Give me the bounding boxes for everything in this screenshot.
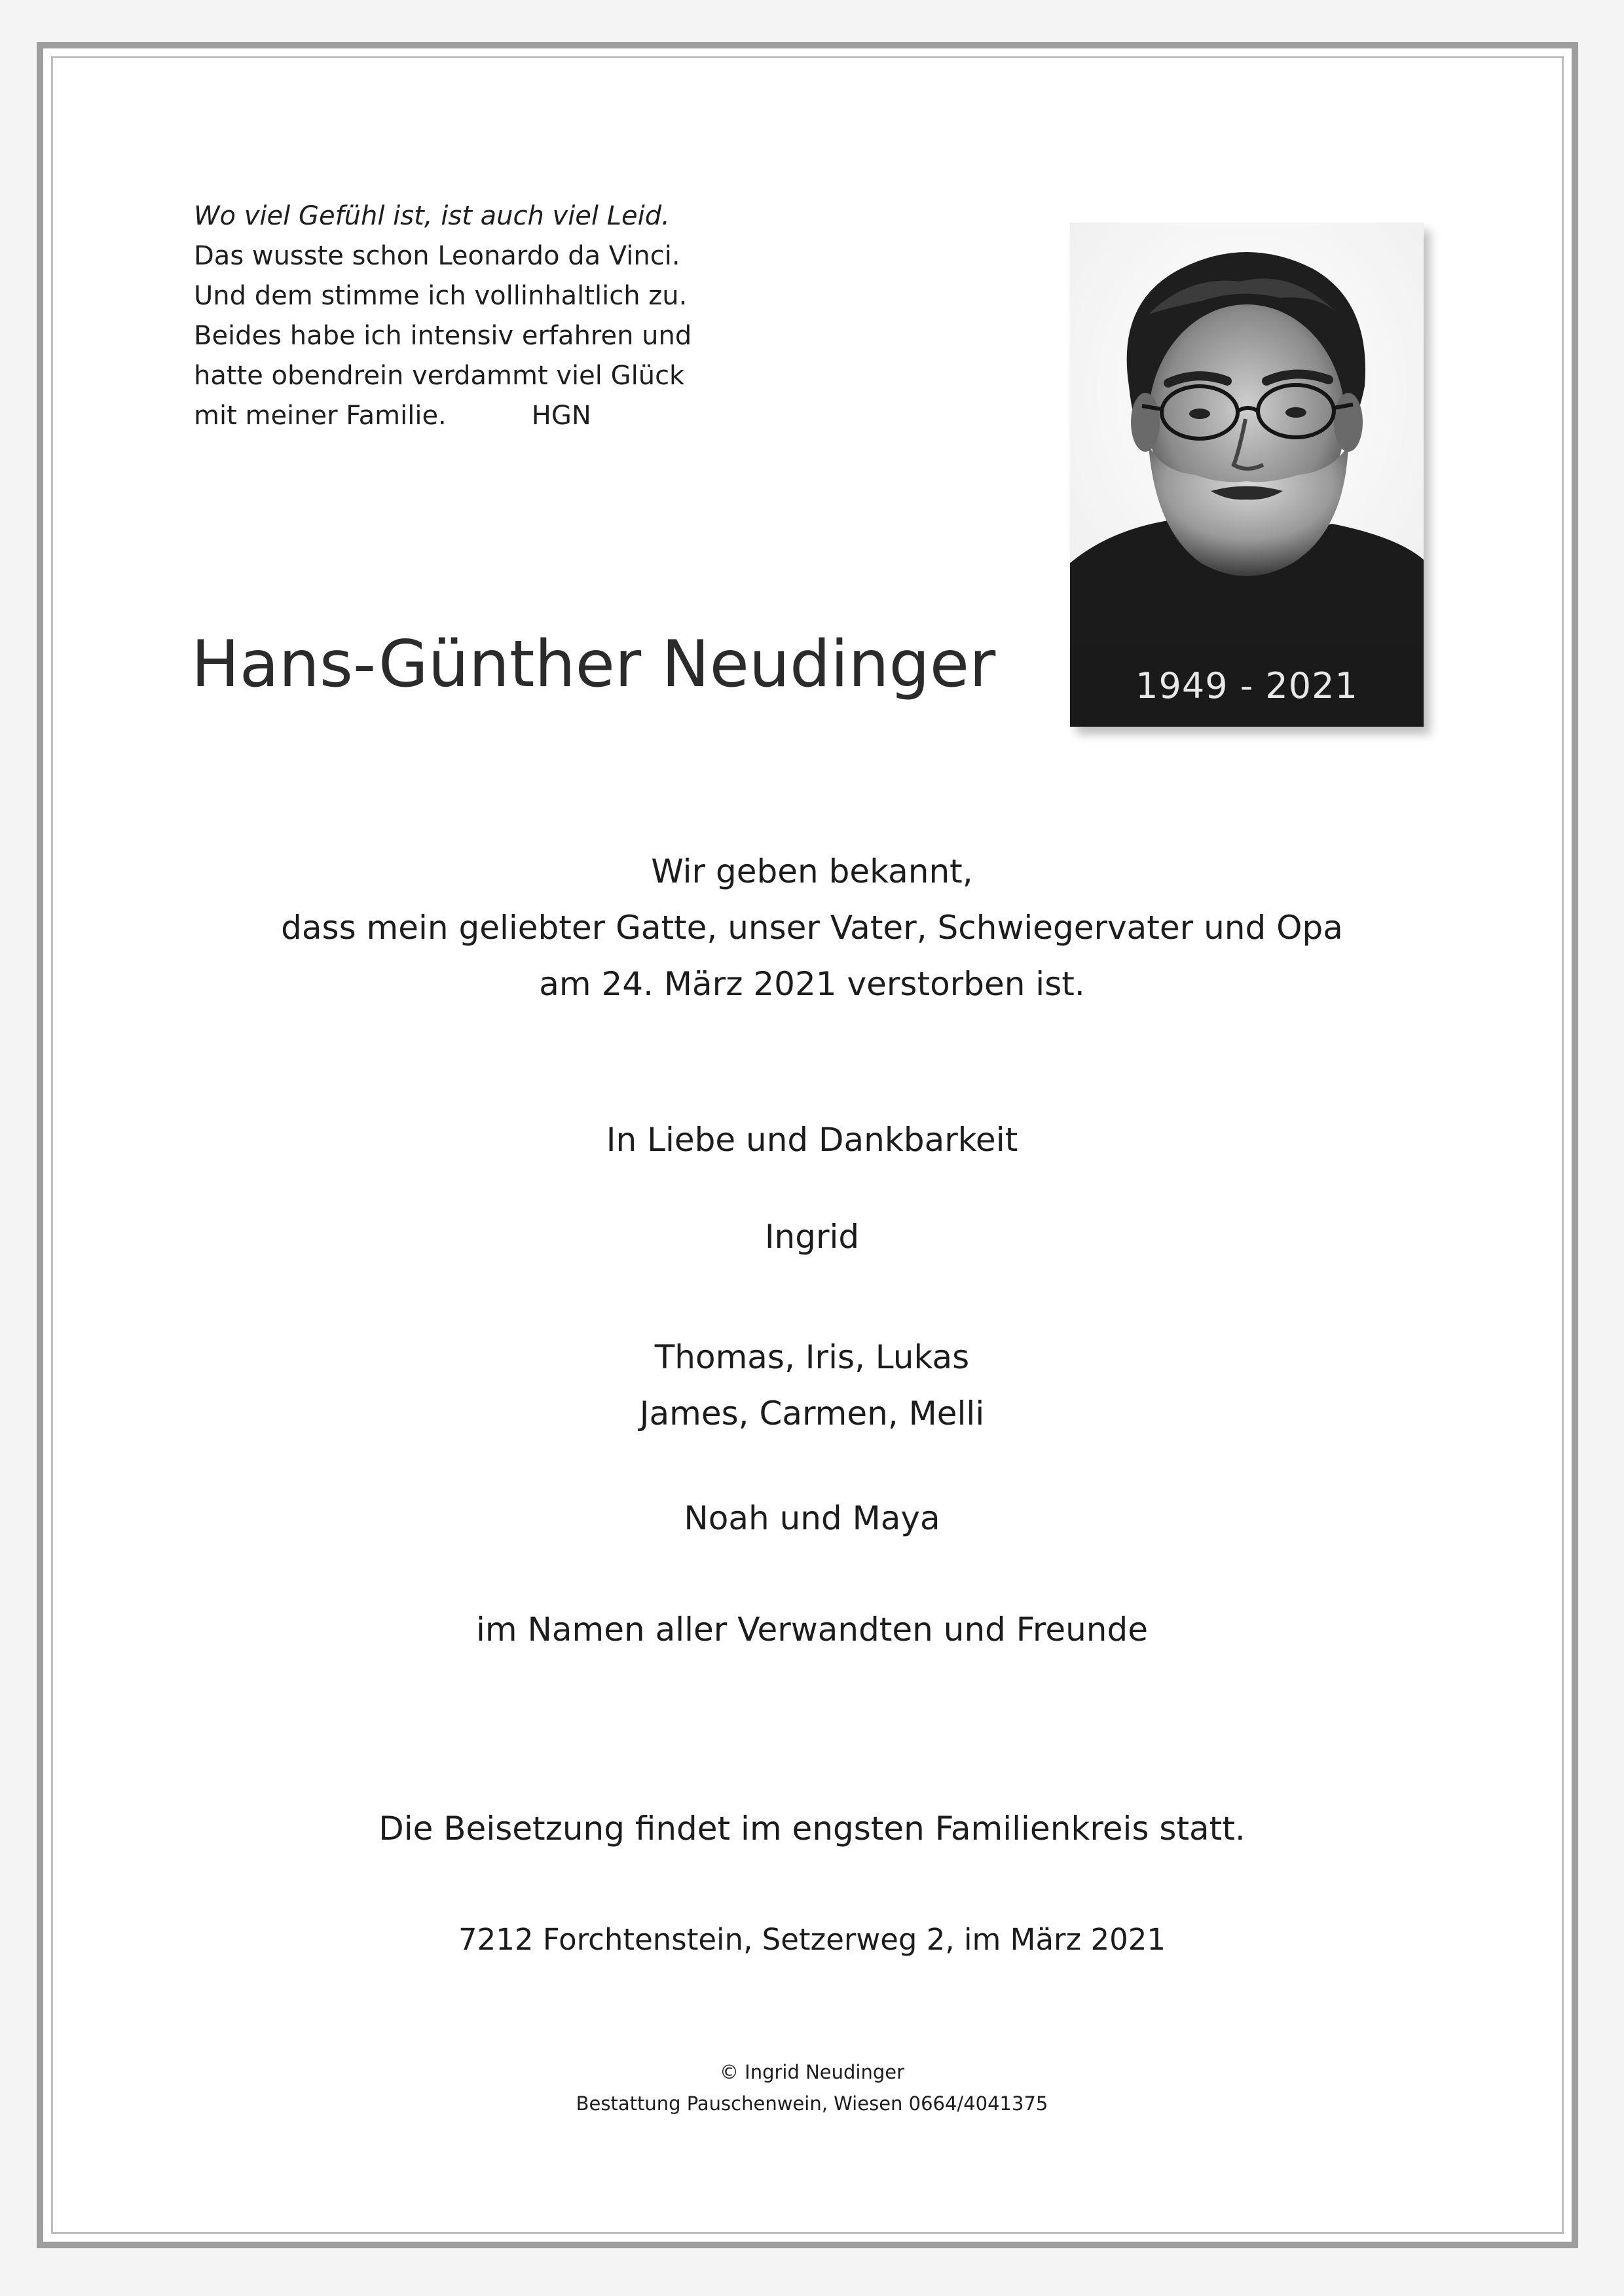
mourner-spouse: Ingrid — [764, 1218, 860, 1256]
mourners-closing: im Namen aller Verwandten und Freunde — [475, 1611, 1148, 1649]
funeral-note: Die Beisetzung findet im engsten Familienkreis statt. — [378, 1810, 1246, 1848]
mourner-family-line-1: Thomas, Iris, Lukas — [654, 1338, 970, 1376]
portrait-card — [1070, 223, 1424, 727]
quote-line-2: Das wusste schon Leonardo da Vinci. — [194, 241, 680, 271]
quote-line-6-text: mit meiner Familie. — [194, 401, 447, 431]
deceased-name: Hans-Günther Neudinger — [191, 627, 996, 702]
life-years-label: 1949 - 2021 — [1070, 645, 1424, 727]
portrait-image — [1070, 223, 1424, 645]
quote-line-6 — [194, 396, 731, 436]
mourner-family — [196, 1329, 1428, 1442]
announcement-line-3: am 24. März 2021 verstorben ist. — [539, 965, 1085, 1003]
mourner-family-line-2: James, Carmen, Melli — [639, 1394, 985, 1432]
address-line: 7212 Forchtenstein, Setzerweg 2, im März 2021 — [458, 1922, 1166, 1957]
footer-copyright: © Ingrid Neudinger — [719, 2061, 905, 2083]
announcement-line-2: dass mein geliebter Gatte, unser Vater, Schwiegervater und Opa — [281, 909, 1343, 947]
footer-undertaker: Bestattung Pauschenwein, Wiesen 0664/4041375 — [576, 2092, 1048, 2115]
quote-block — [194, 196, 731, 436]
portrait-photo — [1070, 223, 1424, 645]
quote-line-1: Wo viel Gefühl ist, ist auch viel Leid. — [194, 201, 670, 231]
announcement-block — [196, 843, 1428, 1012]
mourner-grandchildren: Noah und Maya — [684, 1499, 940, 1537]
quote-line-4: Beides habe ich intensiv erfahren und — [194, 321, 692, 351]
quote-signature: HGN — [531, 401, 591, 431]
quote-line-5: hatte obendrein verdammt viel Glück — [194, 361, 685, 391]
mourners-intro: In Liebe und Dankbarkeit — [606, 1121, 1018, 1159]
announcement-line-1: Wir geben bekannt, — [651, 852, 973, 890]
quote-line-3: Und dem stimme ich vollinhaltlich zu. — [194, 281, 688, 311]
